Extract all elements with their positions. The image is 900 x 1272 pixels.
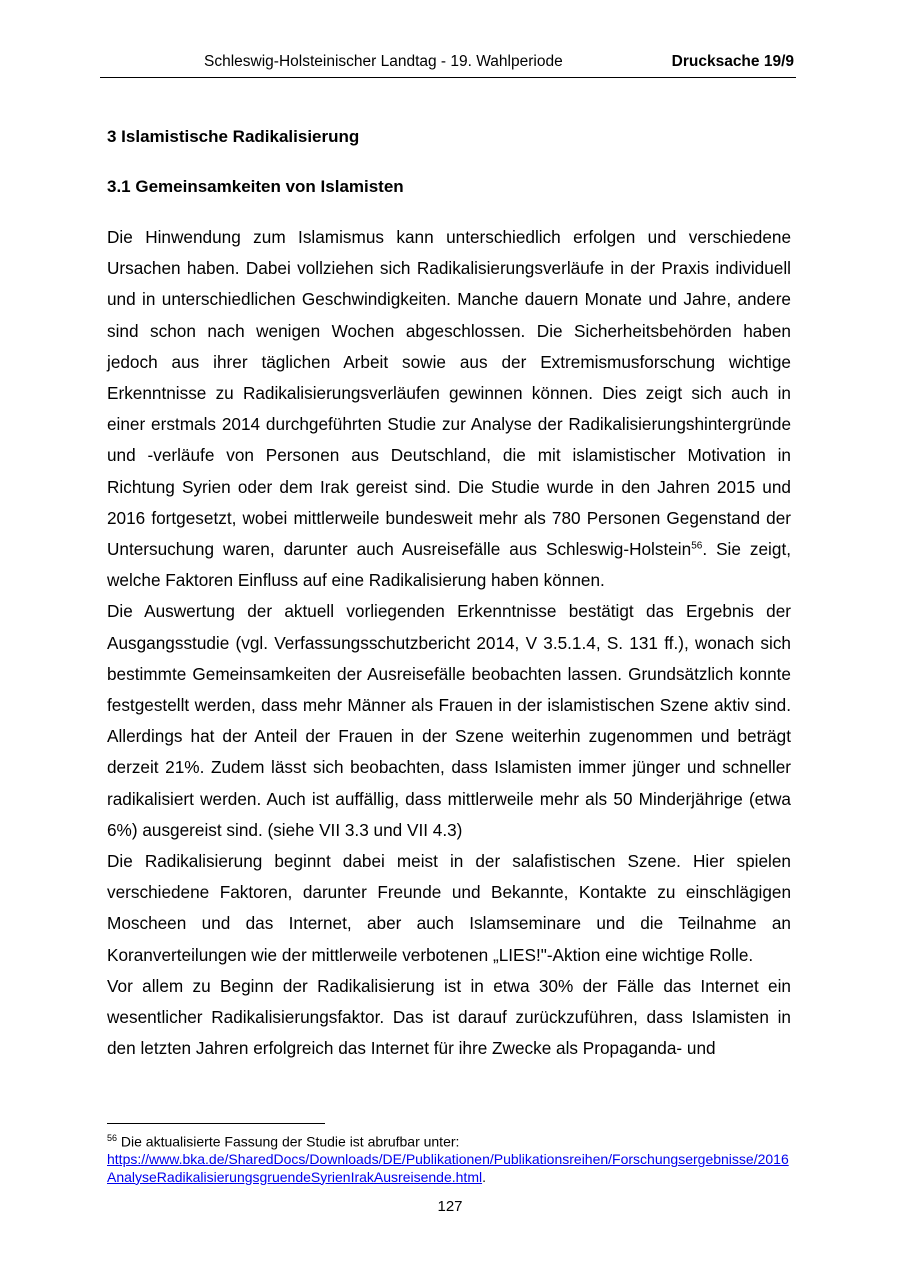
header-title: Schleswig-Holsteinischer Landtag - 19. Wahlperiode	[204, 53, 563, 70]
page-number: 127	[437, 1198, 463, 1215]
drucksache-number: Drucksache 19/9	[671, 53, 794, 70]
footnote-reference[interactable]: 56	[691, 540, 703, 552]
paragraph-1-text-end: . Sie zeigt, welche Faktoren Einfluss auf eine Radikalisierung haben können.	[107, 539, 791, 591]
footnote	[107, 1130, 797, 1186]
footnote-divider	[107, 1123, 325, 1124]
footnote-trailing: .	[482, 1168, 486, 1185]
paragraph-3: Die Radikalisierung beginnt dabei meist in der salafistischen Szene. Hier spielen verschiedene Faktoren, darunter Freunde und Bekannte, Kontakte zu einschlägigen Moscheen und das Internet, aber auch Islamseminare und die Teilnahme an Koranverteilungen wie der mittlerweile verbotenen „LIES!"-Aktion eine wichtige Rolle.	[107, 851, 791, 965]
paragraph-1	[107, 222, 791, 596]
paragraph-2: Die Auswertung der aktuell vorliegenden Erkenntnisse bestätigt das Ergebnis der Ausgangsstudie (vgl. Verfassungsschutzbericht 2014, V 3.5.1.4, S. 131 ff.), wonach sich bestimmte Gemeinsamkeiten der Ausreisefälle beobachten lassen. Grundsätzlich konnte festgestellt werden, dass mehr Männer als Frauen in der islamistischen Szene aktiv sind. Allerdings hat der Anteil der Frauen in der Szene weiterhin zugenommen und beträgt derzeit 21%. Zudem lässt sich beobachten, dass Islamisten immer jünger und schneller radikalisiert werden. Auch ist auffällig, dass mittlerweile mehr als 50 Minderjährige (etwa 6%) ausgereist sind. (siehe VII 3.3 und VII 4.3)	[107, 601, 791, 840]
footnote-link[interactable]: https://www.bka.de/SharedDocs/Downloads/DE/Publikationen/Publikationsreihen/Forschungsergebnisse/2016AnalyseRadikalisierungsgruendeSyrienIrakAusreisende.html	[107, 1151, 789, 1185]
subsection-heading: 3.1 Gemeinsamkeiten von Islamisten	[107, 177, 404, 196]
footnote-number: 56	[107, 1133, 118, 1143]
section-heading: 3 Islamistische Radikalisierung	[107, 127, 360, 146]
paragraph-1-text: Die Hinwendung zum Islamismus kann unterschiedlich erfolgen und verschiedene Ursachen haben. Dabei vollziehen sich Radikalisierungsverläufe in der Praxis individuell und in unterschiedlichen Geschwindigkeiten. Manche dauern Monate und Jahre, andere sind schon nach wenigen Wochen abgeschlossen. Die Sicherheitsbehörden haben jedoch aus ihrer täglichen Arbeit sowie aus der Extremismusforschung wichtige Erkenntnisse zu Radikalisierungsverläufen gewinnen können. Dies zeigt sich auch in einer erstmals 2014 durchgeführten Studie zur Analyse der Radikalisierungshintergründe und -verläufe von Personen aus Deutschland, die mit islamistischer Motivation in Richtung Syrien oder dem Irak gereist sind. Die Studie wurde in den Jahren 2015 und 2016 fortgesetzt, wobei mittlerweile bundesweit mehr als 780 Personen Gegenstand der Untersuchung waren, darunter auch Ausreisefälle aus Schleswig-Holstein	[107, 227, 791, 560]
page-header	[100, 50, 796, 78]
body-text	[107, 222, 791, 1064]
footnote-text: Die aktualisierte Fassung der Studie ist abrufbar unter:	[117, 1133, 460, 1150]
paragraph-4: Vor allem zu Beginn der Radikalisierung ist in etwa 30% der Fälle das Internet ein wesentlicher Radikalisierungsfaktor. Das ist darauf zurückzuführen, dass Islamisten in den letzten Jahren erfolgreich das Internet für ihre Zwecke als Propaganda- und	[107, 975, 791, 1059]
